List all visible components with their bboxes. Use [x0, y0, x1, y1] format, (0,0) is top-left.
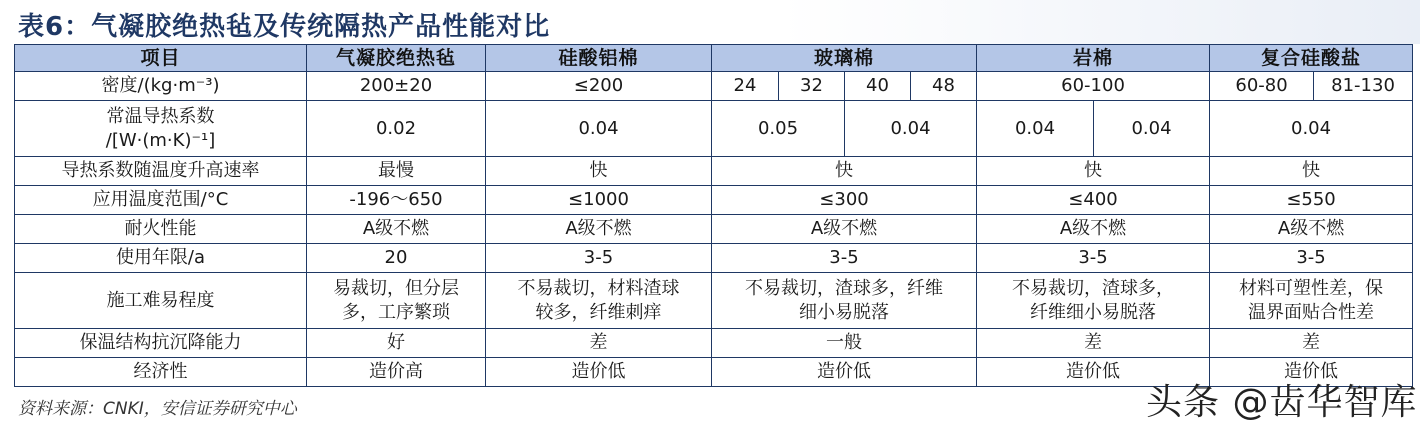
- cell-composite: 3-5: [1210, 244, 1413, 273]
- table-row-conductivity: [15, 101, 1413, 157]
- cell-line: 细小易脱落: [799, 301, 889, 323]
- cell-rock-wool: 造价低: [977, 358, 1210, 387]
- cell-rock-wool: 60-100: [977, 72, 1210, 101]
- cell-glass-wool: 32: [779, 72, 845, 101]
- cell-composite: 快: [1210, 157, 1413, 186]
- table-row-life: [15, 244, 1413, 273]
- cell-glass-wool: 0.04: [845, 101, 977, 157]
- row-label-line: /[W·(m·K)⁻¹]: [105, 129, 216, 151]
- cell-glass-wool: 3-5: [712, 244, 977, 273]
- cell-line: 纤维细小易脱落: [1030, 301, 1157, 323]
- cell-rock-wool: 0.04: [977, 101, 1094, 157]
- cell-composite: 81-130: [1314, 72, 1413, 101]
- cell-composite: 0.04: [1210, 101, 1413, 157]
- cell-aerogel: 造价高: [307, 358, 486, 387]
- header-glass-wool: 玻璃棉: [712, 45, 977, 72]
- cell-alu-silicate: A级不燃: [486, 215, 712, 244]
- cell-line: 较多，纤维刺痒: [535, 301, 662, 323]
- cell-glass-wool: [712, 273, 977, 329]
- cell-alu-silicate: 差: [486, 329, 712, 358]
- cell-composite: [1210, 273, 1413, 329]
- cell-line: 不易裁切，材料渣球: [517, 278, 680, 300]
- table-row-rate: [15, 157, 1413, 186]
- cell-line: 易裁切，但分层: [333, 278, 459, 300]
- row-label: [15, 101, 307, 157]
- watermark: 头条 @齿华智库: [1146, 382, 1418, 423]
- row-label: 导热系数随温度升高速率: [15, 157, 307, 186]
- cell-alu-silicate: 0.04: [486, 101, 712, 157]
- cell-alu-silicate: ≤200: [486, 72, 712, 101]
- row-label: 保温结构抗沉降能力: [15, 329, 307, 358]
- cell-glass-wool: 24: [712, 72, 779, 101]
- cell-alu-silicate: 造价低: [486, 358, 712, 387]
- header-item: 项目: [15, 45, 307, 72]
- cell-rock-wool: 差: [977, 329, 1210, 358]
- cell-aerogel: [307, 273, 486, 329]
- cell-rock-wool: 快: [977, 157, 1210, 186]
- cell-alu-silicate: 3-5: [486, 244, 712, 273]
- cell-aerogel: 200±20: [307, 72, 486, 101]
- row-label: 耐火性能: [15, 215, 307, 244]
- cell-glass-wool: 造价低: [712, 358, 977, 387]
- row-label: 使用年限/a: [15, 244, 307, 273]
- title-bar: [0, 0, 1420, 44]
- cell-aerogel: 20: [307, 244, 486, 273]
- cell-composite: 60-80: [1210, 72, 1314, 101]
- comparison-table: [14, 44, 1413, 387]
- cell-glass-wool: ≤300: [712, 186, 977, 215]
- cell-composite: ≤550: [1210, 186, 1413, 215]
- header-alu-silicate: 硅酸铝棉: [486, 45, 712, 72]
- row-label-line: 常温导热系数: [106, 106, 215, 128]
- cell-alu-silicate: ≤1000: [486, 186, 712, 215]
- cell-line: 不易裁切，渣球多，纤维: [745, 278, 943, 300]
- row-label: 应用温度范围/°C: [15, 186, 307, 215]
- cell-line: 不易裁切，渣球多，: [1012, 278, 1175, 300]
- table-row-settlement: [15, 329, 1413, 358]
- header-aerogel: 气凝胶绝热毡: [307, 45, 486, 72]
- cell-rock-wool: A级不燃: [977, 215, 1210, 244]
- cell-glass-wool: 48: [911, 72, 977, 101]
- cell-aerogel: 好: [307, 329, 486, 358]
- row-label: 密度/(kg·m⁻³): [15, 72, 307, 101]
- cell-line: 材料可塑性差，保: [1239, 278, 1384, 300]
- cell-aerogel: 最慢: [307, 157, 486, 186]
- cell-composite: 差: [1210, 329, 1413, 358]
- row-label: 施工难易程度: [15, 273, 307, 329]
- header-composite: 复合硅酸盐: [1210, 45, 1413, 72]
- cell-aerogel: -196～650: [307, 186, 486, 215]
- cell-glass-wool: 40: [845, 72, 911, 101]
- cell-glass-wool: 一般: [712, 329, 977, 358]
- table-row-construction: [15, 273, 1413, 329]
- table-row-density: [15, 72, 1413, 101]
- table-row-fire: [15, 215, 1413, 244]
- cell-alu-silicate: 快: [486, 157, 712, 186]
- cell-line: 温界面贴合性差: [1248, 301, 1375, 323]
- header-rock-wool: 岩棉: [977, 45, 1210, 72]
- cell-rock-wool: 3-5: [977, 244, 1210, 273]
- cell-glass-wool: 快: [712, 157, 977, 186]
- cell-composite: A级不燃: [1210, 215, 1413, 244]
- cell-rock-wool: [977, 273, 1210, 329]
- source-note: 资料来源：CNKI，安信证券研究中心: [18, 399, 297, 419]
- row-label: 经济性: [15, 358, 307, 387]
- header-row: [15, 45, 1413, 72]
- cell-aerogel: 0.02: [307, 101, 486, 157]
- cell-line: 多，工序繁琐: [342, 301, 450, 323]
- cell-glass-wool: 0.05: [712, 101, 845, 157]
- cell-rock-wool: 0.04: [1094, 101, 1210, 157]
- cell-aerogel: A级不燃: [307, 215, 486, 244]
- cell-composite: 造价低: [1210, 358, 1413, 387]
- table-row-temperature: [15, 186, 1413, 215]
- cell-rock-wool: ≤400: [977, 186, 1210, 215]
- table-title: 表6：气凝胶绝热毡及传统隔热产品性能对比: [18, 12, 551, 42]
- cell-alu-silicate: [486, 273, 712, 329]
- cell-glass-wool: A级不燃: [712, 215, 977, 244]
